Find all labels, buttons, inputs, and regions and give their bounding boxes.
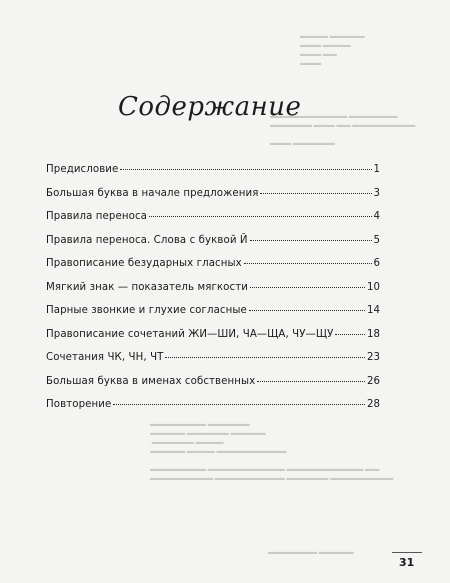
toc-entry-title: Большая буква в начале предложения: [46, 187, 259, 199]
dot-leader: [113, 404, 365, 405]
bleed-through-text: ▬▬▬▬▬▬▬▬ ▬▬▬▬▬▬ ▬▬▬▬▬ ▬▬▬▬▬▬ ▬▬▬▬▬ ▬▬▬▬▬▬ ▬▬▬▬ ▬▬▬▬▬ ▬▬▬▬ ▬▬▬▬▬▬▬▬▬▬ ▬▬▬▬▬▬▬▬ ▬▬▬▬▬▬▬▬▬▬▬ ▬▬▬▬▬▬▬▬▬▬▬ ▬▬ ▬▬▬▬▬▬▬▬▬ ▬▬▬▬▬▬▬▬▬▬ ▬▬▬▬▬▬ ▬▬▬▬▬▬▬▬▬: [150, 420, 394, 482]
toc-entry-title: Мягкий знак — показатель мягкости: [46, 281, 248, 293]
toc-entry-title: Повторение: [46, 399, 112, 410]
toc-entry-page: 23: [367, 352, 380, 363]
dot-leader: [257, 381, 365, 382]
toc-entry[interactable]: [46, 305, 380, 329]
toc-entry-page: 6: [373, 258, 380, 269]
dot-leader: [260, 193, 371, 194]
toc-entry[interactable]: [46, 352, 380, 376]
toc-entry-page: 14: [367, 305, 380, 316]
toc-entry[interactable]: [46, 329, 380, 353]
toc-entry-page: 28: [367, 399, 380, 410]
toc-entry-title: Большая буква в именах собственных: [46, 375, 256, 387]
dot-leader: [335, 334, 365, 335]
dot-leader: [250, 287, 365, 288]
toc-entry[interactable]: [46, 376, 380, 400]
bleed-through-text: ▬▬▬▬▬▬▬ ▬▬▬▬▬: [268, 548, 354, 556]
toc-entry[interactable]: [46, 399, 380, 423]
toc-entry[interactable]: [46, 188, 380, 212]
toc-entry-page: 26: [367, 375, 380, 387]
toc-entry-title: Предисловие: [46, 164, 119, 175]
toc-entry-title: Правописание сочетаний ЖИ—ШИ, ЧА—ЩА, ЧУ—ЩУ: [46, 328, 334, 340]
toc-entry-page: 18: [367, 328, 380, 340]
toc-entry[interactable]: [46, 235, 380, 259]
toc-entry[interactable]: [46, 258, 380, 282]
toc-entry-title: Правила переноса: [46, 211, 147, 222]
dot-leader: [249, 310, 365, 311]
dot-leader: [244, 263, 372, 264]
toc-entry-page: 10: [367, 281, 380, 293]
toc-entry-title: Правила переноса. Слова с буквой Й: [46, 234, 248, 246]
toc-entry[interactable]: [46, 164, 380, 188]
toc-entry[interactable]: [46, 211, 380, 235]
toc-entry-title: Парные звонкие и глухие согласные: [46, 305, 247, 316]
bleed-through-text: ▬▬▬▬▬▬▬▬▬▬▬ ▬▬▬▬▬▬▬ ▬▬▬▬▬▬ ▬▬▬ ▬▬ ▬▬▬▬▬▬▬▬▬ ▬▬▬ ▬▬▬▬▬▬: [270, 112, 416, 147]
page-title: Содержание: [118, 92, 302, 122]
toc-entry-title: Сочетания ЧК, ЧН, ЧТ: [46, 352, 164, 363]
page-number-rule: [392, 552, 422, 553]
toc-entry-page: 5: [373, 234, 380, 246]
toc-entry-page: 3: [373, 187, 380, 199]
toc-entry-title: Правописание безударных гласных: [46, 258, 242, 269]
toc-entry-page: 1: [373, 164, 380, 175]
toc-entry[interactable]: [46, 282, 380, 306]
bleed-through-text: ▬▬▬▬ ▬▬▬▬▬ ▬▬▬ ▬▬▬▬ ▬▬▬ ▬▬ ▬▬▬: [300, 32, 365, 67]
table-of-contents: [46, 164, 380, 423]
dot-leader: [120, 169, 371, 170]
dot-leader: [149, 216, 372, 217]
page-number: 31: [399, 556, 415, 569]
dot-leader: [165, 357, 365, 358]
dot-leader: [250, 240, 372, 241]
toc-entry-page: 4: [373, 211, 380, 222]
